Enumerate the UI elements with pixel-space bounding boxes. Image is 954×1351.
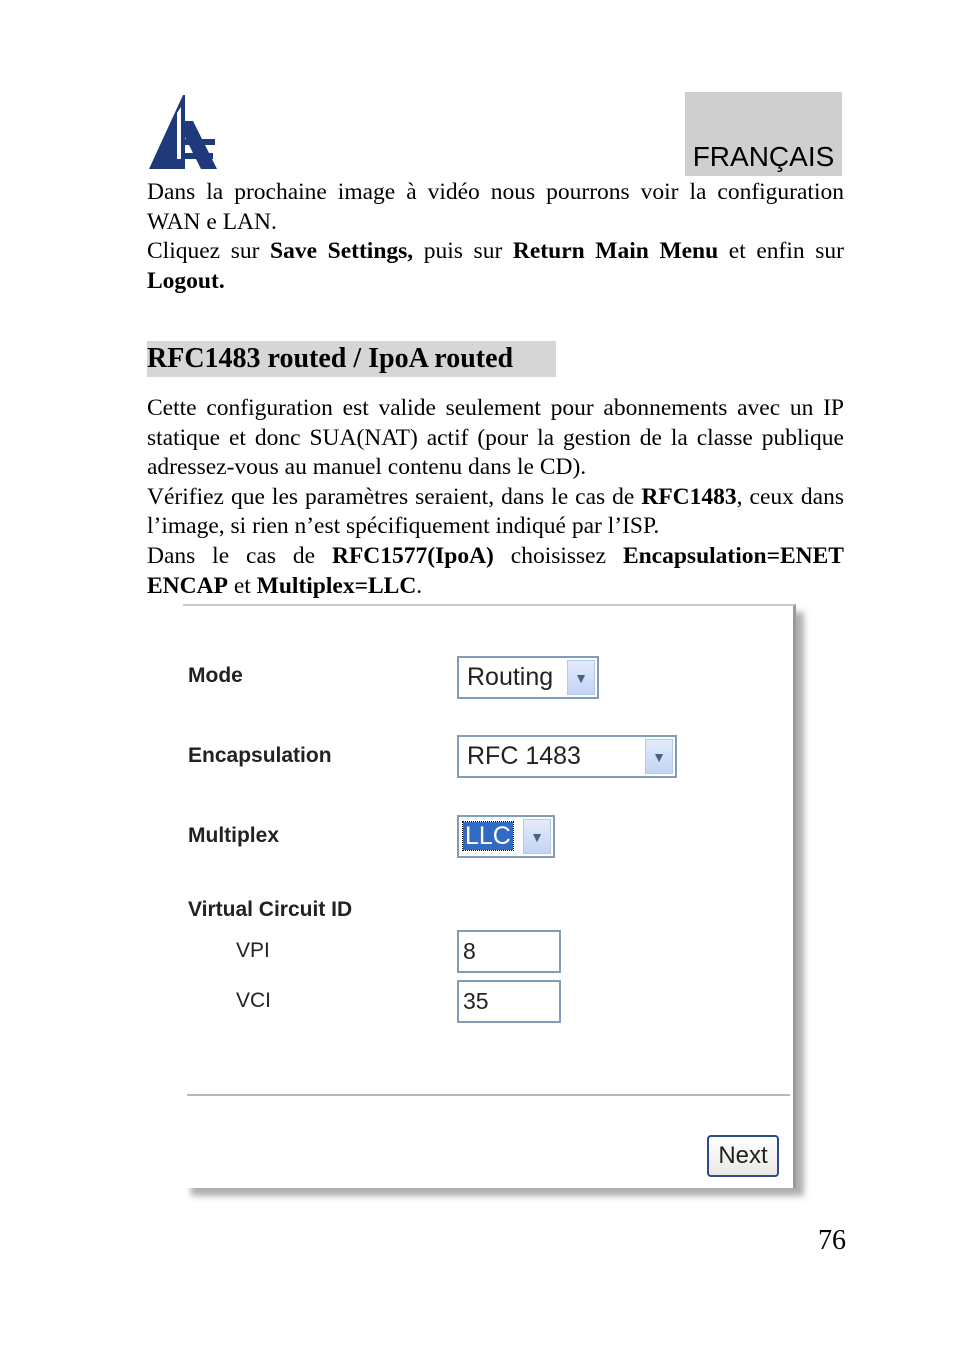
multiplex-select[interactable] — [457, 815, 555, 858]
vci-input[interactable] — [457, 980, 561, 1023]
chevron-down-icon[interactable]: ▼ — [567, 660, 595, 695]
multiplex-select-value: LLC — [465, 822, 511, 850]
intro-text — [147, 178, 844, 296]
page-number: 76 — [818, 1225, 846, 1256]
section-paragraph-2: Vérifiez que les paramètres seraient, dans le cas de RFC1483, ceux dans l’image, si rien n’est spécifiquement indiqué par l’ISP. — [147, 483, 844, 540]
section-heading: RFC1483 routed / IpoA routed — [147, 343, 514, 374]
intro-paragraph-2: Cliquez sur Save Settings, puis sur Return Main Menu et enfin sur Logout. — [147, 238, 844, 294]
vci-input-value: 35 — [463, 988, 489, 1014]
vpi-input-value: 8 — [463, 938, 476, 964]
section-body — [147, 394, 844, 601]
company-logo — [147, 93, 221, 171]
virtual-circuit-label: Virtual Circuit ID — [188, 898, 353, 921]
form-divider — [187, 1094, 790, 1096]
next-button[interactable]: Next — [707, 1135, 779, 1177]
mode-label: Mode — [188, 664, 243, 687]
language-label: FRANÇAIS — [692, 141, 835, 172]
mode-select[interactable] — [457, 656, 599, 699]
chevron-down-icon[interactable]: ▼ — [523, 819, 551, 854]
vci-label: VCI — [236, 989, 272, 1012]
section-paragraph-3: Dans le cas de RFC1577(IpoA) choisissez Encapsulation=ENET ENCAP et Multiplex=LLC. — [147, 542, 844, 599]
mode-select-value: Routing — [467, 663, 554, 691]
multiplex-label: Multiplex — [188, 824, 280, 847]
chevron-down-icon[interactable]: ▼ — [645, 739, 673, 774]
section-paragraph-1: Cette configuration est valide seulement pour abonnements avec un IP statique et donc SUA(NAT) actif (pour la gestion de la classe publique adressez-vous au manuel contenu dans le CD). — [147, 395, 844, 481]
encapsulation-select-value: RFC 1483 — [467, 742, 581, 770]
encapsulation-label: Encapsulation — [188, 744, 332, 767]
vpi-input[interactable] — [457, 930, 561, 973]
encapsulation-select[interactable] — [457, 735, 677, 778]
intro-paragraph-1: Dans la prochaine image à vidéo nous pourrons voir la configuration WAN e LAN. — [147, 179, 844, 235]
vpi-label: VPI — [236, 939, 270, 962]
